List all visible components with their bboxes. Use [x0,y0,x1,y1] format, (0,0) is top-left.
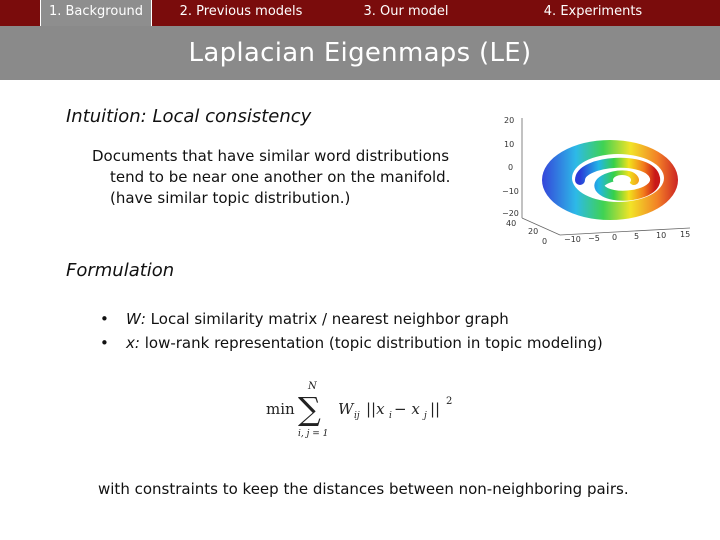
plot-tick: 20 [504,116,515,125]
tab-previous-models[interactable]: 2. Previous models [179,4,303,19]
intuition-text [92,146,450,209]
tab-background[interactable]: 1. Background [40,0,152,26]
formula-lower-limit: i, j = 1 [298,429,329,439]
formula-weight-sub: ij [354,411,360,421]
bullet-item [100,331,603,355]
bullet-text: low-rank representation (topic distribution in topic modeling) [144,334,603,352]
formula-norm-open: ||x [366,400,385,418]
formula-minus: − x [394,400,420,418]
objective-formula [262,376,462,440]
plot-tick: 40 [506,219,517,228]
plot-tick: 0 [612,233,618,242]
plot-tick: 10 [504,140,515,149]
plot-tick: 20 [528,227,539,236]
plot-tick: 0 [508,163,514,172]
formula-norm-close: || [430,400,441,418]
plot-axis [560,228,690,235]
nav-bar [0,0,720,26]
swiss-roll-points [542,140,678,220]
plot-tick: 0 [542,237,548,246]
formulation-bullets [100,307,603,355]
constraint-note: with constraints to keep the distances between non-neighboring pairs. [98,480,629,498]
bullet-text: Local similarity matrix / nearest neighbor graph [150,310,509,328]
formula-upper-limit: N [308,381,317,392]
bullet-item [100,307,603,331]
intuition-line: tend to be near one another on the manifold. [110,168,451,186]
tab-experiments[interactable]: 4. Experiments [543,4,643,19]
intuition-heading: Intuition: Local consistency [66,106,312,127]
plot-tick: −10 [502,187,519,196]
formula-weight: W [338,400,354,418]
plot-tick: −5 [588,234,600,243]
title-bar [0,26,720,80]
intuition-line: Documents that have similar word distributions [92,147,450,165]
tab-our-model[interactable]: 3. Our model [363,4,449,19]
plot-tick: −10 [564,235,581,244]
bullet-dot-icon: • [100,334,109,352]
plot-tick: 15 [680,230,691,239]
plot-tick: 10 [656,231,667,240]
sum-symbol-icon: ∑ [298,390,321,428]
swiss-roll-plot [500,110,700,250]
formula-xj-sub: j [424,411,427,421]
formula-min: min [266,400,295,418]
formula-xi-sub: i [389,411,392,421]
plot-tick: 5 [634,232,640,241]
bullet-dot-icon: • [100,310,109,328]
intuition-line: (have similar topic distribution.) [110,189,351,207]
formulation-heading: Formulation [66,260,175,281]
formula-power: 2 [446,396,453,407]
bullet-symbol: x: [126,334,140,352]
slide-title: Laplacian Eigenmaps (LE) [188,38,532,68]
bullet-symbol: W: [126,310,146,328]
plot-tick: −20 [502,209,519,218]
